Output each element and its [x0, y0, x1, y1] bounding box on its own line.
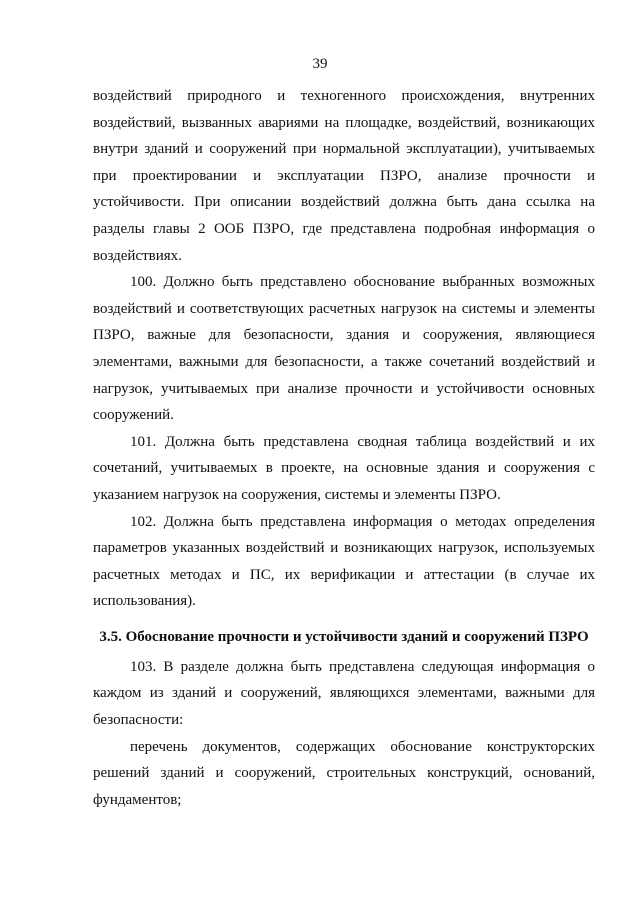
paragraph-102: 102. Должна быть представлена информация о методах определения параметров указанных воздействий и возникающих нагрузок, используемых расчетных методах и ПС, их верификации и аттестации (в случае их использования).	[93, 513, 595, 610]
paragraph-101: 101. Должна быть представлена сводная таблица воздействий и их сочетаний, учитываемых в проекте, на основные здания и сооружения с указанием нагрузок на сооружения, системы и элементы ПЗРО.	[93, 433, 595, 503]
paragraph-103: 103. В разделе должна быть представлена следующая информация о каждом из зданий и сооружений, являющихся элементами, важными для безопасности:	[93, 658, 595, 729]
section-heading: 3.5. Обоснование прочности и устойчивости зданий и сооружений ПЗРО	[99, 628, 589, 645]
paragraph-100: 100. Должно быть представлено обоснование выбранных возможных воздействий и соответствующих расчетных нагрузок на системы и элементы ПЗРО, важные для безопасности, здания и сооружения, являющиеся элементами, важными для безопасности, а также сочетаний воздействий и нагрузок, учитываемых при анализе прочности и устойчивости основных сооружений.	[93, 274, 595, 424]
list-item: перечень документов, содержащих обоснование конструкторских решений зданий и сооружений, строительных конструкций, оснований, фундаментов;	[93, 738, 595, 808]
paragraph-continued: воздействий природного и техногенного происхождения, внутренних воздействий, вызванных авариями на площадке, воздействий, возникающих внутри зданий и сооружений при нормальной эксплуатации), учитываемых при проектировании и эксплуатации ПЗРО, анализе прочности и устойчивости. При описании воздействий должна быть дана ссылка на разделы главы 2 ООБ ПЗРО, где представлена подробная информация о воздействиях.	[93, 88, 595, 264]
document-body	[93, 83, 595, 813]
page-number: 39	[312, 56, 328, 72]
